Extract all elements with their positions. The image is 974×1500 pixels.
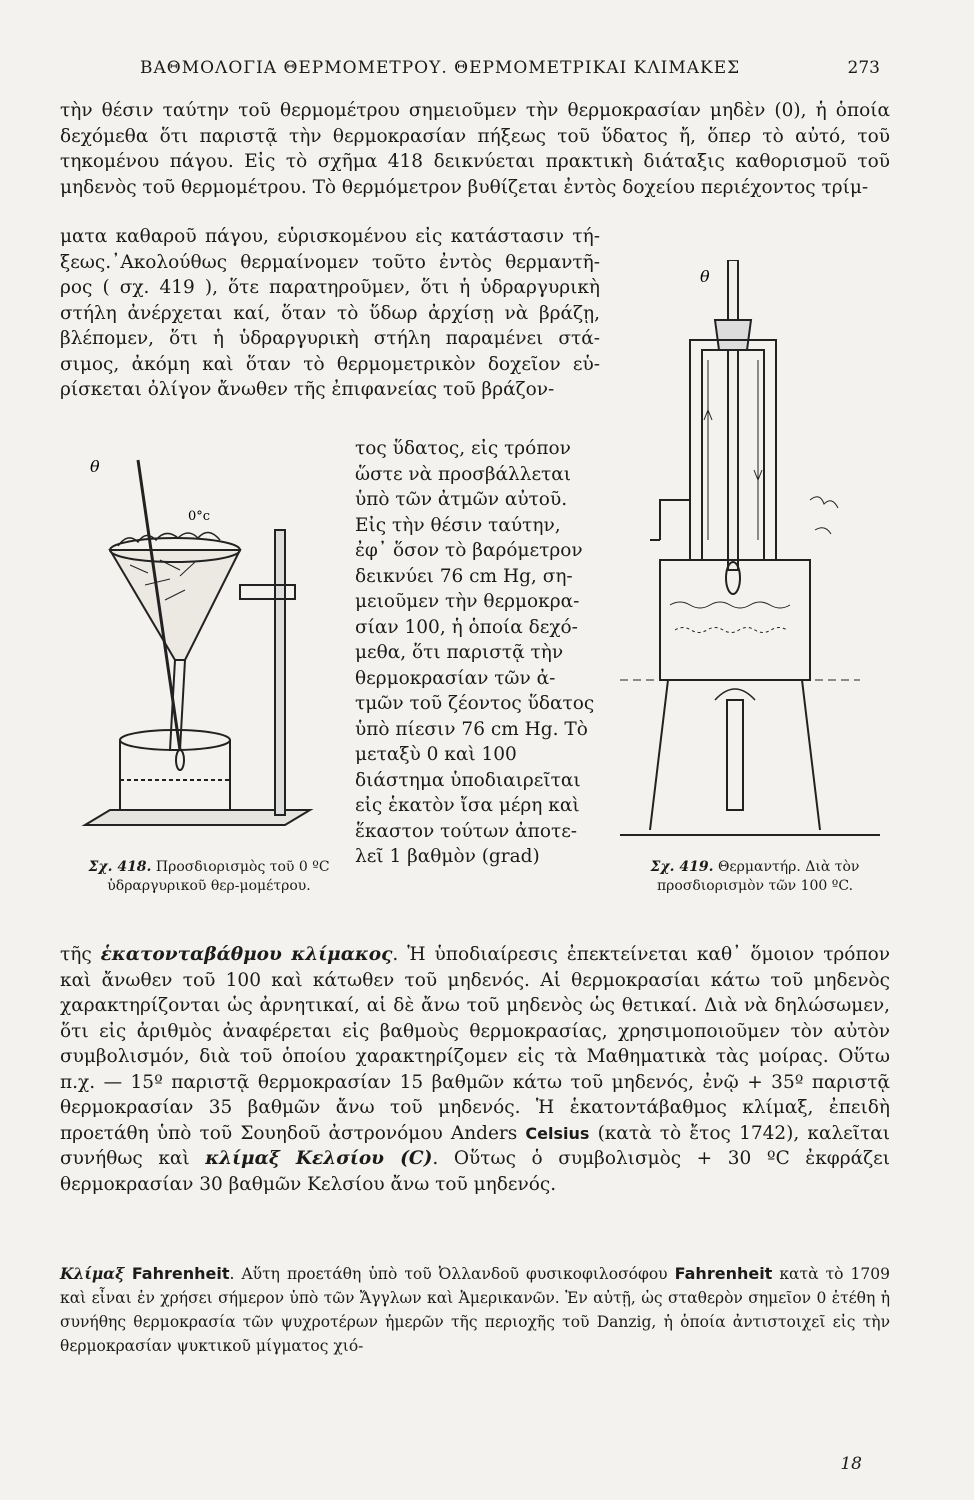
fig419-theta-label: θ xyxy=(700,267,710,286)
figure-418 xyxy=(70,450,335,855)
term-celsius-scale: κλίμαξ Κελσίου (C) xyxy=(205,1148,433,1169)
caption-419 xyxy=(615,858,895,896)
paragraph-top: τὴν θέσιν ταύτην τοῦ θερμομέτρου σημειοῦμεν τὴν θερμοκρασίαν μηδὲν (0), ἡ ὁποία δεχόμεθα ὅτι παριστᾷ τὴν θερμοκρασίαν πήξεως τοῦ ὕδατος ἤ, ὅπερ τὸ αὐτό, τοῦ τηκομένου πάγου. Εἰς τὸ σχῆμα 418 δεικνύεται πρακτικὴ διάταξις καθορισμοῦ τοῦ μηδενὸς τοῦ θερμομέτρου. Τὸ θερμόμετρον βυθίζεται ἐντὸς δοχείου περιέχοντος τρίμ- xyxy=(60,100,890,198)
celsius-name: Celsius xyxy=(525,1123,590,1143)
term-centigrade-scale: ἑκατονταβάθμου κλίμακος xyxy=(100,944,393,965)
page-number: 273 xyxy=(847,58,880,78)
signature-mark: 18 xyxy=(840,1454,862,1474)
paragraph-bottom: τῆς ἑκατονταβάθμου κλίμακος. Ἡ ὑποδιαίρεσις ἐπεκτείνεται καθ᾿ ὅμοιον τρόπον καὶ ἄνωθεν τοῦ 100 καὶ κάτωθεν τοῦ μηδενός. Αἱ θερμοκρασίαι κάτω τοῦ μηδενὸς χαρακτηρίζονται ὡς ἀρνητικαί, αἱ δὲ ἄνω τοῦ μηδενὸς ὡς θετικαί. Διὰ νὰ δηλώσωμεν, ὅτι εἰς ἀριθμὸς ἀναφέρεται εἰς βαθμοὺς θερμοκρασίας, χρησιμοποιοῦμεν τὸν αὐτὸν συμβολισμόν, διὰ τοῦ ὁποίου χαρακτηρίζομεν εἰς τὰ Μαθηματικὰ τὰς μοίρας. Οὕτω π.χ. — 15º παριστᾷ θερμοκρασίαν 15 βαθμῶν κάτω τοῦ μηδενός, ἐνῷ + 35º παριστᾷ θερμοκρασίαν 35 βαθμῶν ἄνω τοῦ μηδενός. Ἡ ἑκατοντάβαθμος κλίμαξ, ἐπειδὴ προετάθη ὑπὸ τοῦ Σουηδοῦ ἀστρονόμου Anders Celsius (κατὰ τὸ ἔτος 1742), καλεῖται συνήθως καὶ κλίμαξ Κελσίου (C). Οὕτως ὁ συμβολισμὸς + 30 ºC ἐκφράζει θερμοκρασίαν 30 βαθμῶν Κελσίου ἄνω τοῦ μηδενός. xyxy=(60,944,890,1195)
figure-419 xyxy=(620,260,890,850)
fig418-theta-label: θ xyxy=(90,457,100,476)
term-fahrenheit: Fahrenheit xyxy=(131,1264,230,1283)
caption-419-text: Θερμαντήρ. Διὰ τὸν προσδιορισμὸν τῶν 100 ºC. xyxy=(656,859,860,894)
running-header xyxy=(140,58,880,78)
caption-418-number: Σχ. 418. xyxy=(88,859,152,875)
caption-418 xyxy=(74,858,344,896)
paragraph-middle: τος ὕδατος, εἰς τρόπον ὥστε νὰ προσβάλλεται ὑπὸ τῶν ἀτμῶν αὐτοῦ. Εἰς τὴν θέσιν ταύτην, ἐφ᾿ ὅσον τὸ βαρόμετρον δεικνύει 76 cm Hg, ση-μειοῦμεν τὴν θερμοκρα-σίαν 100, ἡ ὁποία δεχό-μεθα, ὅτι παριστᾷ τὴν θερμοκρασίαν τῶν ἀ-τμῶν τοῦ ζέοντος ὕδατος ὑπὸ πίεσιν 76 cm Hg. Τὸ μεταξὺ 0 καὶ 100 διάστημα ὑποδιαιρεῖται εἰς ἑκατὸν ἴσα μέρη καὶ ἕκαστον τούτων ἀποτε-λεῖ 1 βαθμὸν (grad) xyxy=(355,438,595,867)
fig418-zero-label: 0°c xyxy=(188,509,211,524)
caption-419-number: Σχ. 419. xyxy=(650,859,714,875)
header-title: ΒΑΘΜΟΛΟΓΙΑ ΘΕΡΜΟΜΕΤΡΟΥ. ΘΕΡΜΟΜΕΤΡΙΚΑΙ ΚΛΙΜΑΚΕΣ xyxy=(140,58,741,78)
paragraph-left: ματα καθαροῦ πάγου, εὑρισκομένου εἰς κατάστασιν τή-ξεως.᾿Ακολούθως θερμαίνομεν τοῦτο ἐντὸς θερμαντῆ-ρος ( σχ. 419 ), ὅτε παρατηροῦμεν, ὅτι ἡ ὑδραργυρικὴ στήλη ἀνέρχεται καί, ὅταν τὸ ὕδωρ ἀρχίσῃ νὰ βράζῃ, βλέπομεν, ὅτι ἡ ὑδραργυρικὴ στήλη παραμένει στά-σιμος, ἀκόμη καὶ ὅταν τὸ θερμομετρικὸν δοχεῖον εὑ-ρίσκεται ὀλίγον ἄνωθεν τῆς ἐπιφανείας τοῦ βράζον- xyxy=(60,226,600,400)
paragraph-fahrenheit: Κλίμαξ Fahrenheit. Αὕτη προετάθη ὑπὸ τοῦ Ὀλλανδοῦ φυσικοφιλοσόφου Fahrenheit κατὰ τὸ 1709 καὶ εἶναι ἐν χρήσει σήμερον ὑπὸ τῶν Ἄγγλων καὶ Ἀμερικανῶν. Ἐν αὐτῇ, ὡς σταθερὸν σημεῖον 0 ἐτέθη ἡ συνήθης θερμοκρασία τῶν ψυχροτέρων ἡμερῶν τῆς περιοχῆς τοῦ Danzig, ἡ ὁποία ἀντιστοιχεῖ εἰς τὴν θερμοκρασίαν ψυκτικοῦ μίγματος χιό- xyxy=(60,1264,890,1355)
caption-418-text: Προσδιορισμὸς τοῦ 0 ºC ὑδραργυρικοῦ θερ-μομέτρου. xyxy=(107,859,330,894)
